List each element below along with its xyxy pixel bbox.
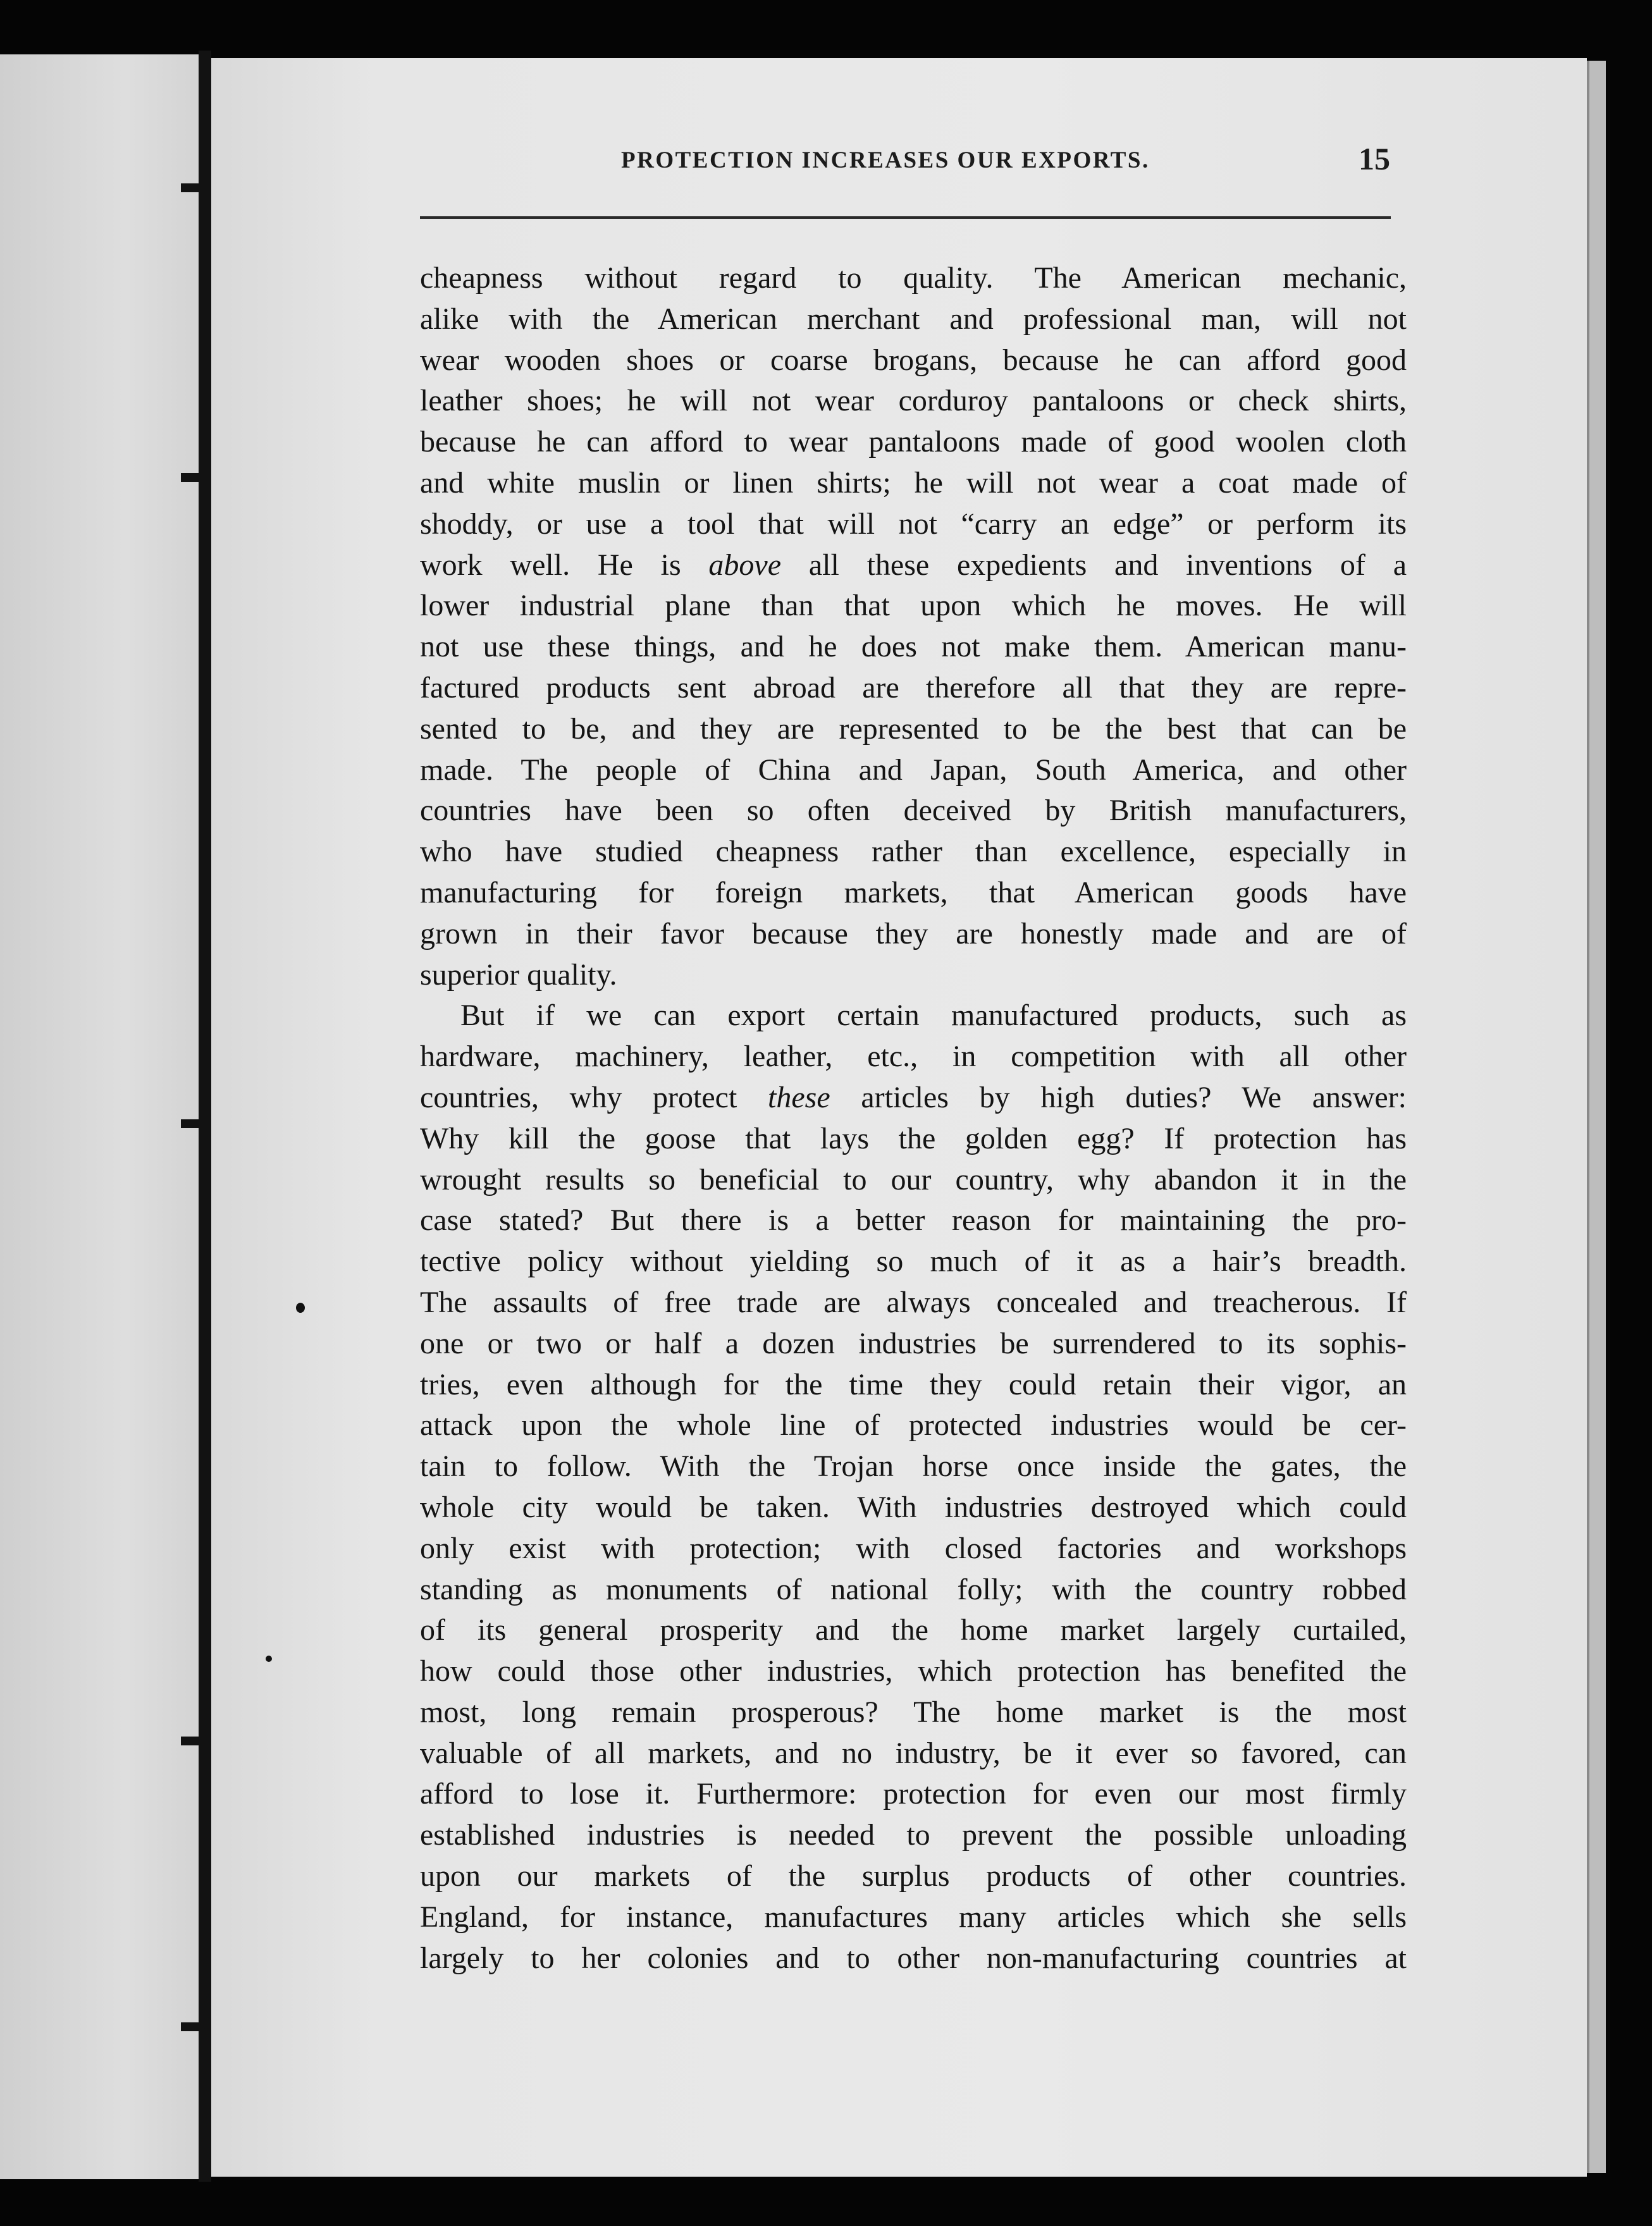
text-line: one or two or half a dozen industries be surrendered to its sophis-	[420, 1326, 1407, 1360]
text-line: tain to follow. With the Trojan horse once inside the gates, the	[420, 1449, 1407, 1484]
text-line: not use these things, and he does not make them. American manu-	[420, 630, 1407, 664]
text-run: all these expedients and inventions of a	[781, 548, 1407, 582]
text-line: tries, even although for the time they could retain their vigor, an	[420, 1367, 1407, 1401]
italic-word: these	[768, 1080, 830, 1114]
body-text	[420, 258, 1407, 1979]
text-line: of its general prosperity and the home market largely curtailed,	[420, 1613, 1407, 1647]
text-line: because he can afford to wear pantaloons made of good woolen cloth	[420, 425, 1407, 459]
page-stack-edge	[1587, 61, 1606, 2173]
text-line: grown in their favor because they are honestly made and are of	[420, 916, 1407, 950]
page-number: 15	[1359, 141, 1390, 176]
text-line: leather shoes; he will not wear corduroy pantaloons or check shirts,	[420, 384, 1407, 418]
text-line: sented to be, and they are represented to be the best that can be	[420, 711, 1407, 746]
text-line: manufacturing for foreign markets, that American goods have	[420, 875, 1407, 909]
text-line: wear wooden shoes or coarse brogans, because he can afford good	[420, 343, 1407, 377]
facing-page-edge	[0, 54, 209, 2179]
text-run: work well. He is	[420, 548, 709, 582]
text-run: countries, why protect	[420, 1080, 768, 1114]
text-line: The assaults of free trade are always concealed and treacherous. If	[420, 1285, 1407, 1319]
text-line: countries have been so often deceived by British manufacturers,	[420, 794, 1407, 828]
header-rule	[420, 216, 1391, 219]
text-line: most, long remain prosperous? The home market is the most	[420, 1695, 1407, 1729]
text-line: cheapness without regard to quality. The American mechanic,	[420, 261, 1407, 295]
text-line: made. The people of China and Japan, South America, and other	[420, 753, 1407, 787]
text-line: England, for instance, manufactures many articles which she sells	[420, 1900, 1407, 1934]
running-head: PROTECTION INCREASES OUR EXPORTS.	[621, 147, 1150, 173]
ink-speck	[266, 1656, 272, 1662]
text-line: and white muslin or linen shirts; he will not wear a coat made of	[420, 465, 1407, 500]
text-line: standing as monuments of national folly; with the country robbed	[420, 1572, 1407, 1606]
text-line: tective policy without yielding so much of it as a hair’s breadth.	[420, 1245, 1407, 1279]
italic-word: above	[708, 548, 782, 582]
text-line	[420, 545, 1407, 586]
text-line: shoddy, or use a tool that will not “carry an edge” or perform its	[420, 507, 1407, 541]
text-line: valuable of all markets, and no industry, be it ever so favored, can	[420, 1736, 1407, 1770]
paragraph-start-line: But if we can export certain manufactured products, such as	[460, 999, 1407, 1033]
binding-spine	[199, 51, 211, 2182]
text-line: case stated? But there is a better reason for maintaining the pro-	[420, 1203, 1407, 1238]
text-line: how could those other industries, which protection has benefited the	[420, 1654, 1407, 1688]
text-line: afford to lose it. Furthermore: protection for even our most firmly	[420, 1777, 1407, 1811]
text-line: factured products sent abroad are therefore all that they are repre-	[420, 670, 1407, 704]
text-run: articles by high duties? We answer:	[830, 1080, 1407, 1114]
text-line: only exist with protection; with closed factories and workshops	[420, 1531, 1407, 1565]
text-line: lower industrial plane than that upon which he moves. He will	[420, 589, 1407, 623]
text-line: hardware, machinery, leather, etc., in competition with all other	[420, 1040, 1407, 1074]
text-line: alike with the American merchant and professional man, will not	[420, 302, 1407, 336]
text-line: largely to her colonies and to other non-manufacturing countries at	[420, 1941, 1407, 1975]
text-line: attack upon the whole line of protected industries would be cer-	[420, 1408, 1407, 1442]
ink-speck	[296, 1303, 305, 1313]
text-line: established industries is needed to prevent the possible unloading	[420, 1818, 1407, 1852]
text-line: whole city would be taken. With industries destroyed which could	[420, 1490, 1407, 1524]
text-line: who have studied cheapness rather than excellence, especially in	[420, 835, 1407, 869]
text-line	[420, 1078, 1407, 1119]
text-line: superior quality.	[420, 957, 617, 992]
text-line: upon our markets of the surplus products of other countries.	[420, 1859, 1407, 1893]
text-line: wrought results so beneficial to our country, why abandon it in the	[420, 1162, 1407, 1196]
text-line: Why kill the goose that lays the golden egg? If protection has	[420, 1121, 1407, 1155]
